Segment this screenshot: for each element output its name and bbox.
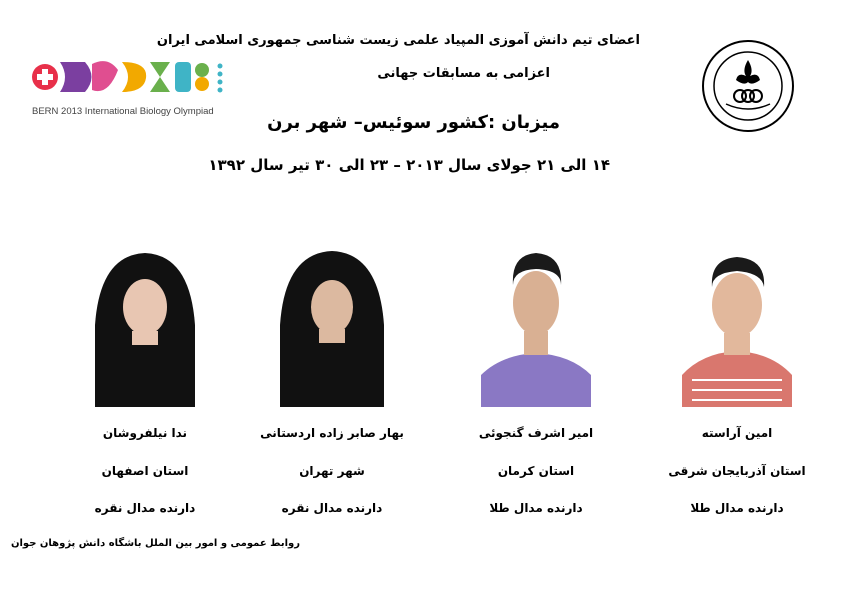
ibo-logo-graphic: [30, 52, 235, 122]
member-medal: دارنده مدال نقره: [281, 501, 383, 515]
member-card: [257, 245, 407, 407]
member-photo: [682, 245, 792, 407]
member-medal: دارنده مدال طلا: [489, 501, 583, 515]
footer-credit: روابط عمومی و امور بین الملل باشگاه دانش پژوهان جوان: [10, 538, 300, 549]
svg-text:BERN 2013 International Biolog: BERN 2013 International Biology Olympiad: [32, 106, 214, 117]
event-dates: ۱۴ الی ۲۱ جولای سال ۲۰۱۳ – ۲۳ الی ۳۰ تیر سال ۱۳۹۲: [208, 156, 610, 174]
member-province: استان کرمان: [497, 464, 575, 478]
member-name: امیر اشرف گنجوئی: [478, 426, 594, 440]
header-title: اعضای تیم دانش آموزی المپیاد علمی زیست شناسی جمهوری اسلامی ایران: [156, 33, 640, 48]
member-card: [70, 245, 220, 407]
member-province: شهر تهران: [299, 464, 365, 478]
member-name: بهار صابر زاده اردستانی: [260, 426, 404, 440]
host-location: میزبان :کشور سوئیس– شهر برن: [267, 112, 560, 133]
member-card: [662, 245, 812, 407]
member-medal: دارنده مدال طلا: [690, 501, 784, 515]
member-name: امین آراسته: [701, 426, 773, 440]
member-photo: [277, 245, 387, 407]
member-name: ندا نیلفروشان: [102, 426, 188, 440]
member-province: استان آذربایجان شرقی: [668, 464, 806, 478]
club-seal-graphic: [700, 36, 796, 136]
member-province: استان اصفهان: [101, 464, 189, 478]
member-card: [461, 245, 611, 407]
club-seal: [700, 36, 796, 136]
header-subtitle: اعزامی به مسابقات جهانی: [377, 66, 550, 81]
member-photo: [481, 245, 591, 407]
member-photo: [90, 245, 200, 407]
ibo-logo: [30, 52, 235, 122]
member-medal: دارنده مدال نقره: [94, 501, 196, 515]
